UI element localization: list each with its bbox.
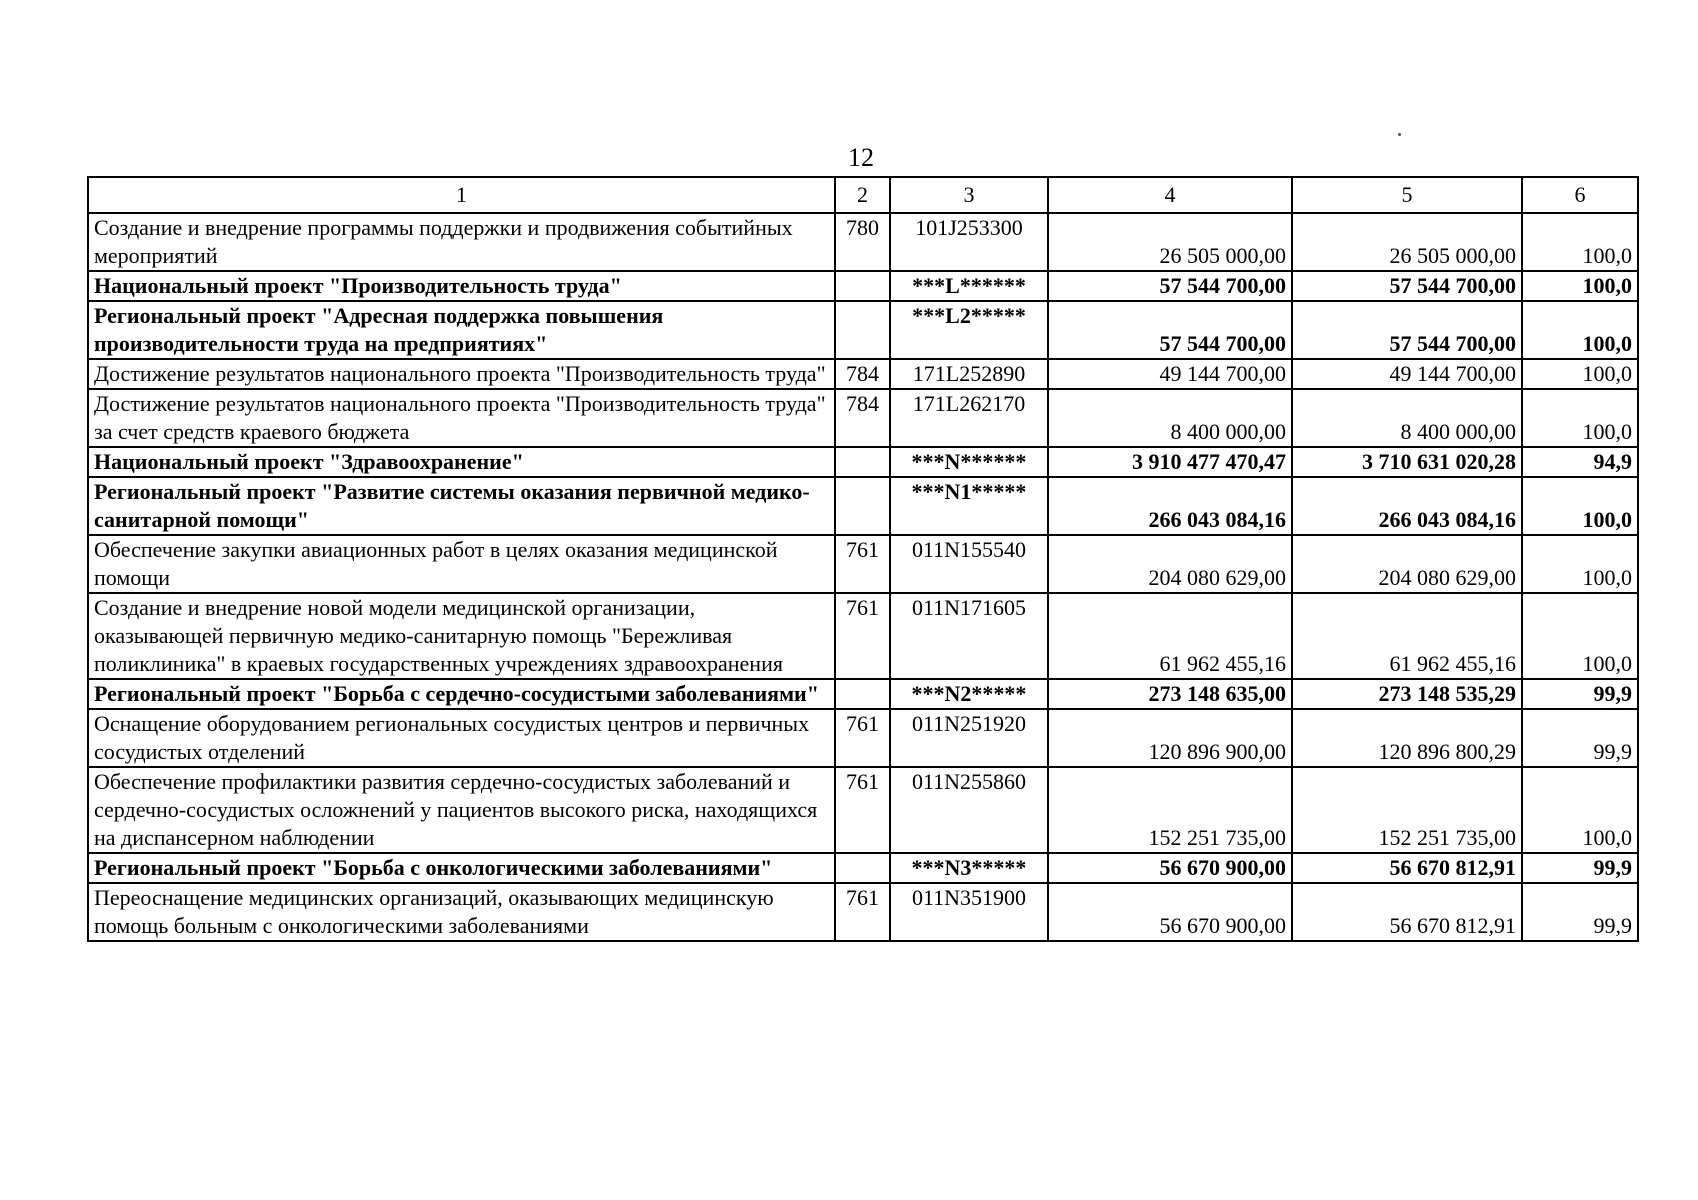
row-code: 761 xyxy=(835,593,890,679)
row-plan: 61 962 455,16 xyxy=(1048,593,1292,679)
table-row xyxy=(88,853,1638,883)
row-name: Обеспечение закупки авиационных работ в целях оказания медицинской помощи xyxy=(88,535,835,593)
row-percent: 100,0 xyxy=(1522,767,1638,853)
header-col-5: 5 xyxy=(1292,177,1522,213)
row-csr: ***N3***** xyxy=(890,853,1048,883)
row-code: 761 xyxy=(835,883,890,941)
row-name: Достижение результатов национального проекта "Производительность труда" за счет средств краевого бюджета xyxy=(88,389,835,447)
table-row xyxy=(88,767,1638,853)
table-row xyxy=(88,477,1638,535)
table-row xyxy=(88,389,1638,447)
row-name: Оснащение оборудованием региональных сосудистых центров и первичных сосудистых отделений xyxy=(88,709,835,767)
row-plan: 120 896 900,00 xyxy=(1048,709,1292,767)
table-row xyxy=(88,593,1638,679)
header-col-4: 4 xyxy=(1048,177,1292,213)
row-percent: 100,0 xyxy=(1522,593,1638,679)
row-percent: 100,0 xyxy=(1522,535,1638,593)
row-csr: ***N1***** xyxy=(890,477,1048,535)
header-col-3: 3 xyxy=(890,177,1048,213)
row-plan: 3 910 477 470,47 xyxy=(1048,447,1292,477)
row-code xyxy=(835,853,890,883)
row-plan: 56 670 900,00 xyxy=(1048,883,1292,941)
row-actual: 204 080 629,00 xyxy=(1292,535,1522,593)
row-percent: 99,9 xyxy=(1522,679,1638,709)
row-actual: 49 144 700,00 xyxy=(1292,359,1522,389)
table-body xyxy=(88,213,1638,941)
row-name: Создание и внедрение новой модели медицинской организации, оказывающей первичную медико-санитарную помощь "Бережливая поликлиника" в краевых государственных учреждениях здравоохранения xyxy=(88,593,835,679)
row-actual: 273 148 535,29 xyxy=(1292,679,1522,709)
row-actual: 152 251 735,00 xyxy=(1292,767,1522,853)
row-name: Создание и внедрение программы поддержки и продвижения событийных мероприятий xyxy=(88,213,835,271)
row-plan: 57 544 700,00 xyxy=(1048,271,1292,301)
row-actual: 57 544 700,00 xyxy=(1292,271,1522,301)
row-plan: 8 400 000,00 xyxy=(1048,389,1292,447)
header-col-1: 1 xyxy=(88,177,835,213)
table-row xyxy=(88,883,1638,941)
row-csr: 101J253300 xyxy=(890,213,1048,271)
row-actual: 57 544 700,00 xyxy=(1292,301,1522,359)
table-row xyxy=(88,535,1638,593)
row-csr: ***N2***** xyxy=(890,679,1048,709)
row-csr: 011N351900 xyxy=(890,883,1048,941)
row-name: Достижение результатов национального проекта "Производительность труда" xyxy=(88,359,835,389)
row-name: Национальный проект "Производительность труда" xyxy=(88,271,835,301)
row-actual: 120 896 800,29 xyxy=(1292,709,1522,767)
row-percent: 100,0 xyxy=(1522,271,1638,301)
budget-table xyxy=(87,176,1639,942)
row-actual: 56 670 812,91 xyxy=(1292,853,1522,883)
row-code xyxy=(835,271,890,301)
row-name: Национальный проект "Здравоохранение" xyxy=(88,447,835,477)
row-percent: 100,0 xyxy=(1522,477,1638,535)
table-header-row xyxy=(88,177,1638,213)
row-code: 784 xyxy=(835,359,890,389)
table-row xyxy=(88,709,1638,767)
row-csr: 011N155540 xyxy=(890,535,1048,593)
row-percent: 94,9 xyxy=(1522,447,1638,477)
row-csr: 011N255860 xyxy=(890,767,1048,853)
row-percent: 99,9 xyxy=(1522,709,1638,767)
row-name: Региональный проект "Развитие системы оказания первичной медико-санитарной помощи" xyxy=(88,477,835,535)
row-code: 761 xyxy=(835,535,890,593)
row-actual: 61 962 455,16 xyxy=(1292,593,1522,679)
row-code: 761 xyxy=(835,709,890,767)
table-row xyxy=(88,679,1638,709)
row-actual: 26 505 000,00 xyxy=(1292,213,1522,271)
table-row xyxy=(88,213,1638,271)
row-percent: 99,9 xyxy=(1522,883,1638,941)
table-row xyxy=(88,271,1638,301)
row-actual: 8 400 000,00 xyxy=(1292,389,1522,447)
row-csr: 011N171605 xyxy=(890,593,1048,679)
row-code: 780 xyxy=(835,213,890,271)
row-plan: 57 544 700,00 xyxy=(1048,301,1292,359)
row-csr: 011N251920 xyxy=(890,709,1048,767)
row-name: Региональный проект "Борьба с сердечно-сосудистыми заболеваниями" xyxy=(88,679,835,709)
row-csr: ***N****** xyxy=(890,447,1048,477)
row-csr: 171L252890 xyxy=(890,359,1048,389)
row-code: 761 xyxy=(835,767,890,853)
header-col-6: 6 xyxy=(1522,177,1638,213)
row-plan: 266 043 084,16 xyxy=(1048,477,1292,535)
row-actual: 56 670 812,91 xyxy=(1292,883,1522,941)
row-actual: 3 710 631 020,28 xyxy=(1292,447,1522,477)
row-percent: 100,0 xyxy=(1522,213,1638,271)
row-plan: 152 251 735,00 xyxy=(1048,767,1292,853)
row-csr: ***L2***** xyxy=(890,301,1048,359)
row-csr: 171L262170 xyxy=(890,389,1048,447)
row-csr: ***L****** xyxy=(890,271,1048,301)
row-code xyxy=(835,447,890,477)
table-row xyxy=(88,447,1638,477)
row-code xyxy=(835,301,890,359)
table-row xyxy=(88,359,1638,389)
row-name: Региональный проект "Адресная поддержка повышения производительности труда на предприятиях" xyxy=(88,301,835,359)
row-actual: 266 043 084,16 xyxy=(1292,477,1522,535)
row-plan: 56 670 900,00 xyxy=(1048,853,1292,883)
row-percent: 99,9 xyxy=(1522,853,1638,883)
row-name: Переоснащение медицинских организаций, оказывающих медицинскую помощь больным с онкологическими заболеваниями xyxy=(88,883,835,941)
row-percent: 100,0 xyxy=(1522,389,1638,447)
row-plan: 49 144 700,00 xyxy=(1048,359,1292,389)
row-plan: 273 148 635,00 xyxy=(1048,679,1292,709)
scan-speck xyxy=(1398,133,1401,136)
table-row xyxy=(88,301,1638,359)
row-plan: 26 505 000,00 xyxy=(1048,213,1292,271)
row-name: Обеспечение профилактики развития сердечно-сосудистых заболеваний и сердечно-сосудистых осложнений у пациентов высокого риска, находящихся на диспансерном наблюдении xyxy=(88,767,835,853)
row-percent: 100,0 xyxy=(1522,359,1638,389)
row-code xyxy=(835,679,890,709)
row-plan: 204 080 629,00 xyxy=(1048,535,1292,593)
row-code xyxy=(835,477,890,535)
row-percent: 100,0 xyxy=(1522,301,1638,359)
page-number: 12 xyxy=(848,143,874,172)
header-col-2: 2 xyxy=(835,177,890,213)
row-code: 784 xyxy=(835,389,890,447)
row-name: Региональный проект "Борьба с онкологическими заболеваниями" xyxy=(88,853,835,883)
